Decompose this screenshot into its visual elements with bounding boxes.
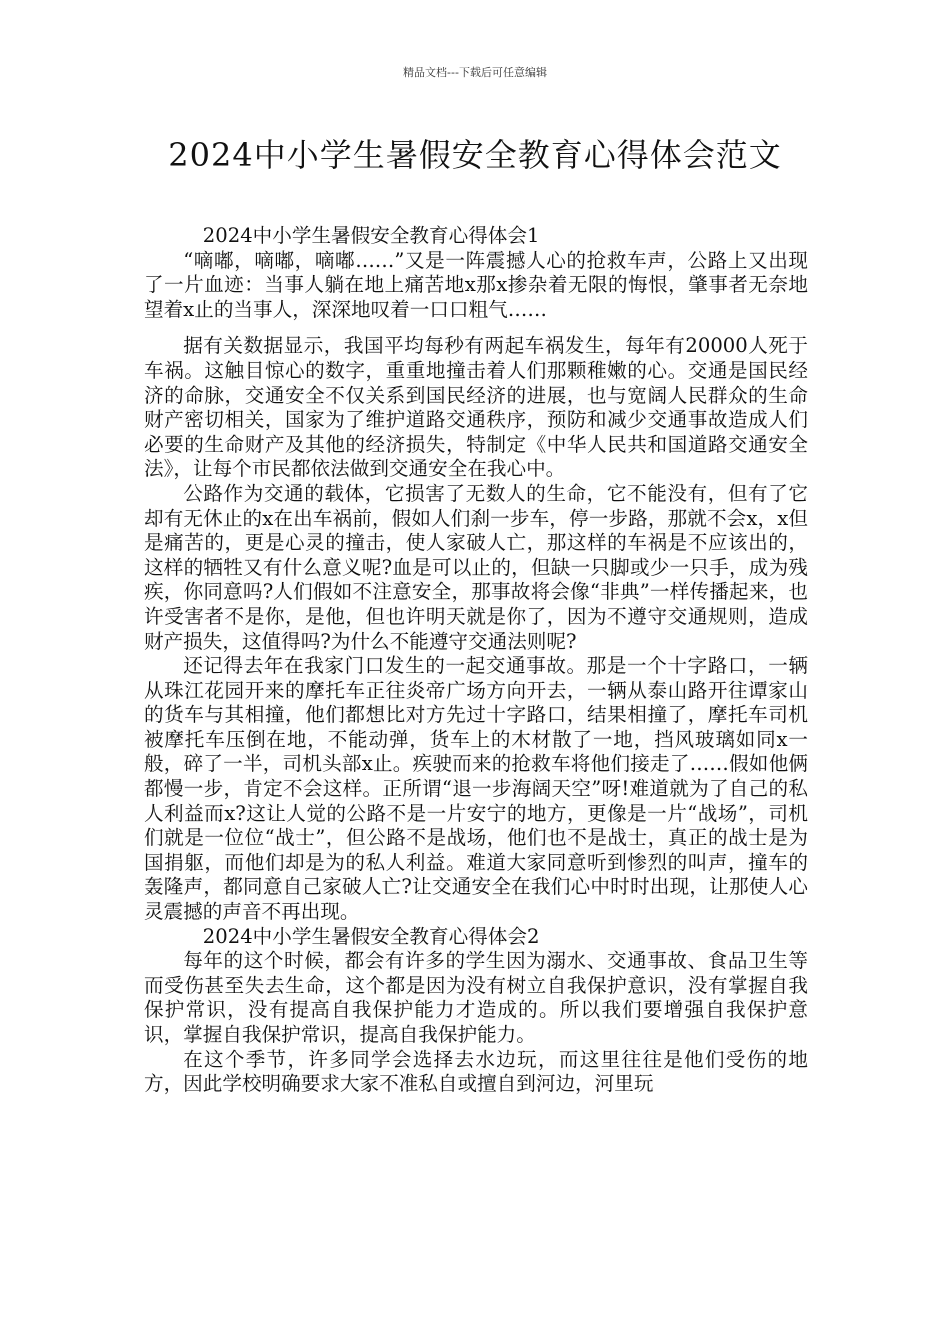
paragraph: 在这个季节，许多同学会选择去水边玩，而这里往往是他们受伤的地方，因此学校明确要求大家不准私自或擅自到河边，河里玩: [144, 1047, 808, 1096]
paragraph: 每年的这个时候，都会有许多的学生因为溺水、交通事故、食品卫生等而受伤甚至失去生命，这个都是因为没有树立自我保护意识，没有掌握自我保护常识，没有提高自我保护能力才造成的。所以我们要增强自我保护意识，掌握自我保护常识，提高自我保护能力。: [144, 949, 808, 1046]
paragraph: 还记得去年在我家门口发生的一起交通事故。那是一个十字路口，一辆从珠江花园开来的摩托车正往炎帝广场方向开去，一辆从泰山路开往谭家山的货车与其相撞，他们都想比对方先过十字路口，结果相撞了，摩托车司机被摩托车压倒在地，不能动弹，货车上的木材散了一地，挡风玻璃如同x一般，碎了一半，司机头部x止。疾驶而来的抢救车将他们接走了……假如他俩都慢一步，肯定不会这样。正所谓“退一步海阔天空”呀!难道就为了自己的私人利益而x?这让人觉的公路不是一片安宁的地方，更像是一片“战场”，司机们就是一位位“战士”，但公路不是战场，他们也不是战士，真正的战士是为国捐躯，而他们却是为的私人利益。难道大家同意听到惨烈的叫声，撞车的轰隆声，都同意自己家破人亡?让交通安全在我们心中时时出现，让那使人心灵震撼的声音不再出现。: [144, 654, 808, 924]
page-header-note: 精品文档---下载后可任意编辑: [403, 66, 547, 79]
document-title: 2024中小学生暑假安全教育心得体会范文: [168, 136, 782, 174]
paragraph: 公路作为交通的载体，它损害了无数人的生命，它不能没有，但有了它却有无休止的x在出车祸前，假如人们刹一步车，停一步路，那就不会x，x但是痛苦的，更是心灵的撞击，使人家破人亡，那这样的车祸是不应该出的，这样的牺牲又有什么意义呢?血是可以止的，但缺一只脚或少一只手，成为残疾，你同意吗?人们假如不注意安全，那事故将会像“非典”一样传播起来，也许受害者不是你，是他，但也许明天就是你了，因为不遵守交通规则，造成财产损失，这值得吗?为什么不能遵守交通法则呢?: [144, 481, 808, 653]
paragraph: 据有关数据显示，我国平均每秒有两起车祸发生，每年有20000人死于车祸。这触目惊心的数字，重重地撞击着人们那颗稚嫩的心。交通是国民经济的命脉，交通安全不仅关系到国民经济的进展，也与宽阔人民群众的生命财产密切相关，国家为了维护道路交通秩序，预防和减少交通事故造成人们必要的生命财产及其他的经济损失，特制定《中华人民共和国道路交通安全法》，让每个市民都依法做到交通安全在我心中。: [144, 334, 808, 481]
section-heading-2: 2024中小学生暑假安全教育心得体会2: [202, 924, 540, 948]
document-body: [144, 224, 808, 1097]
paragraph: “嘀嘟，嘀嘟，嘀嘟……”又是一阵震撼人心的抢救车声，公路上又出现了一片血迹：当事人躺在地上痛苦地x那x掺杂着无限的悔恨，肇事者无奈地望着x止的当事人，深深地叹着一口口粗气……: [144, 248, 808, 321]
section-heading-1: 2024中小学生暑假安全教育心得体会1: [202, 224, 540, 247]
